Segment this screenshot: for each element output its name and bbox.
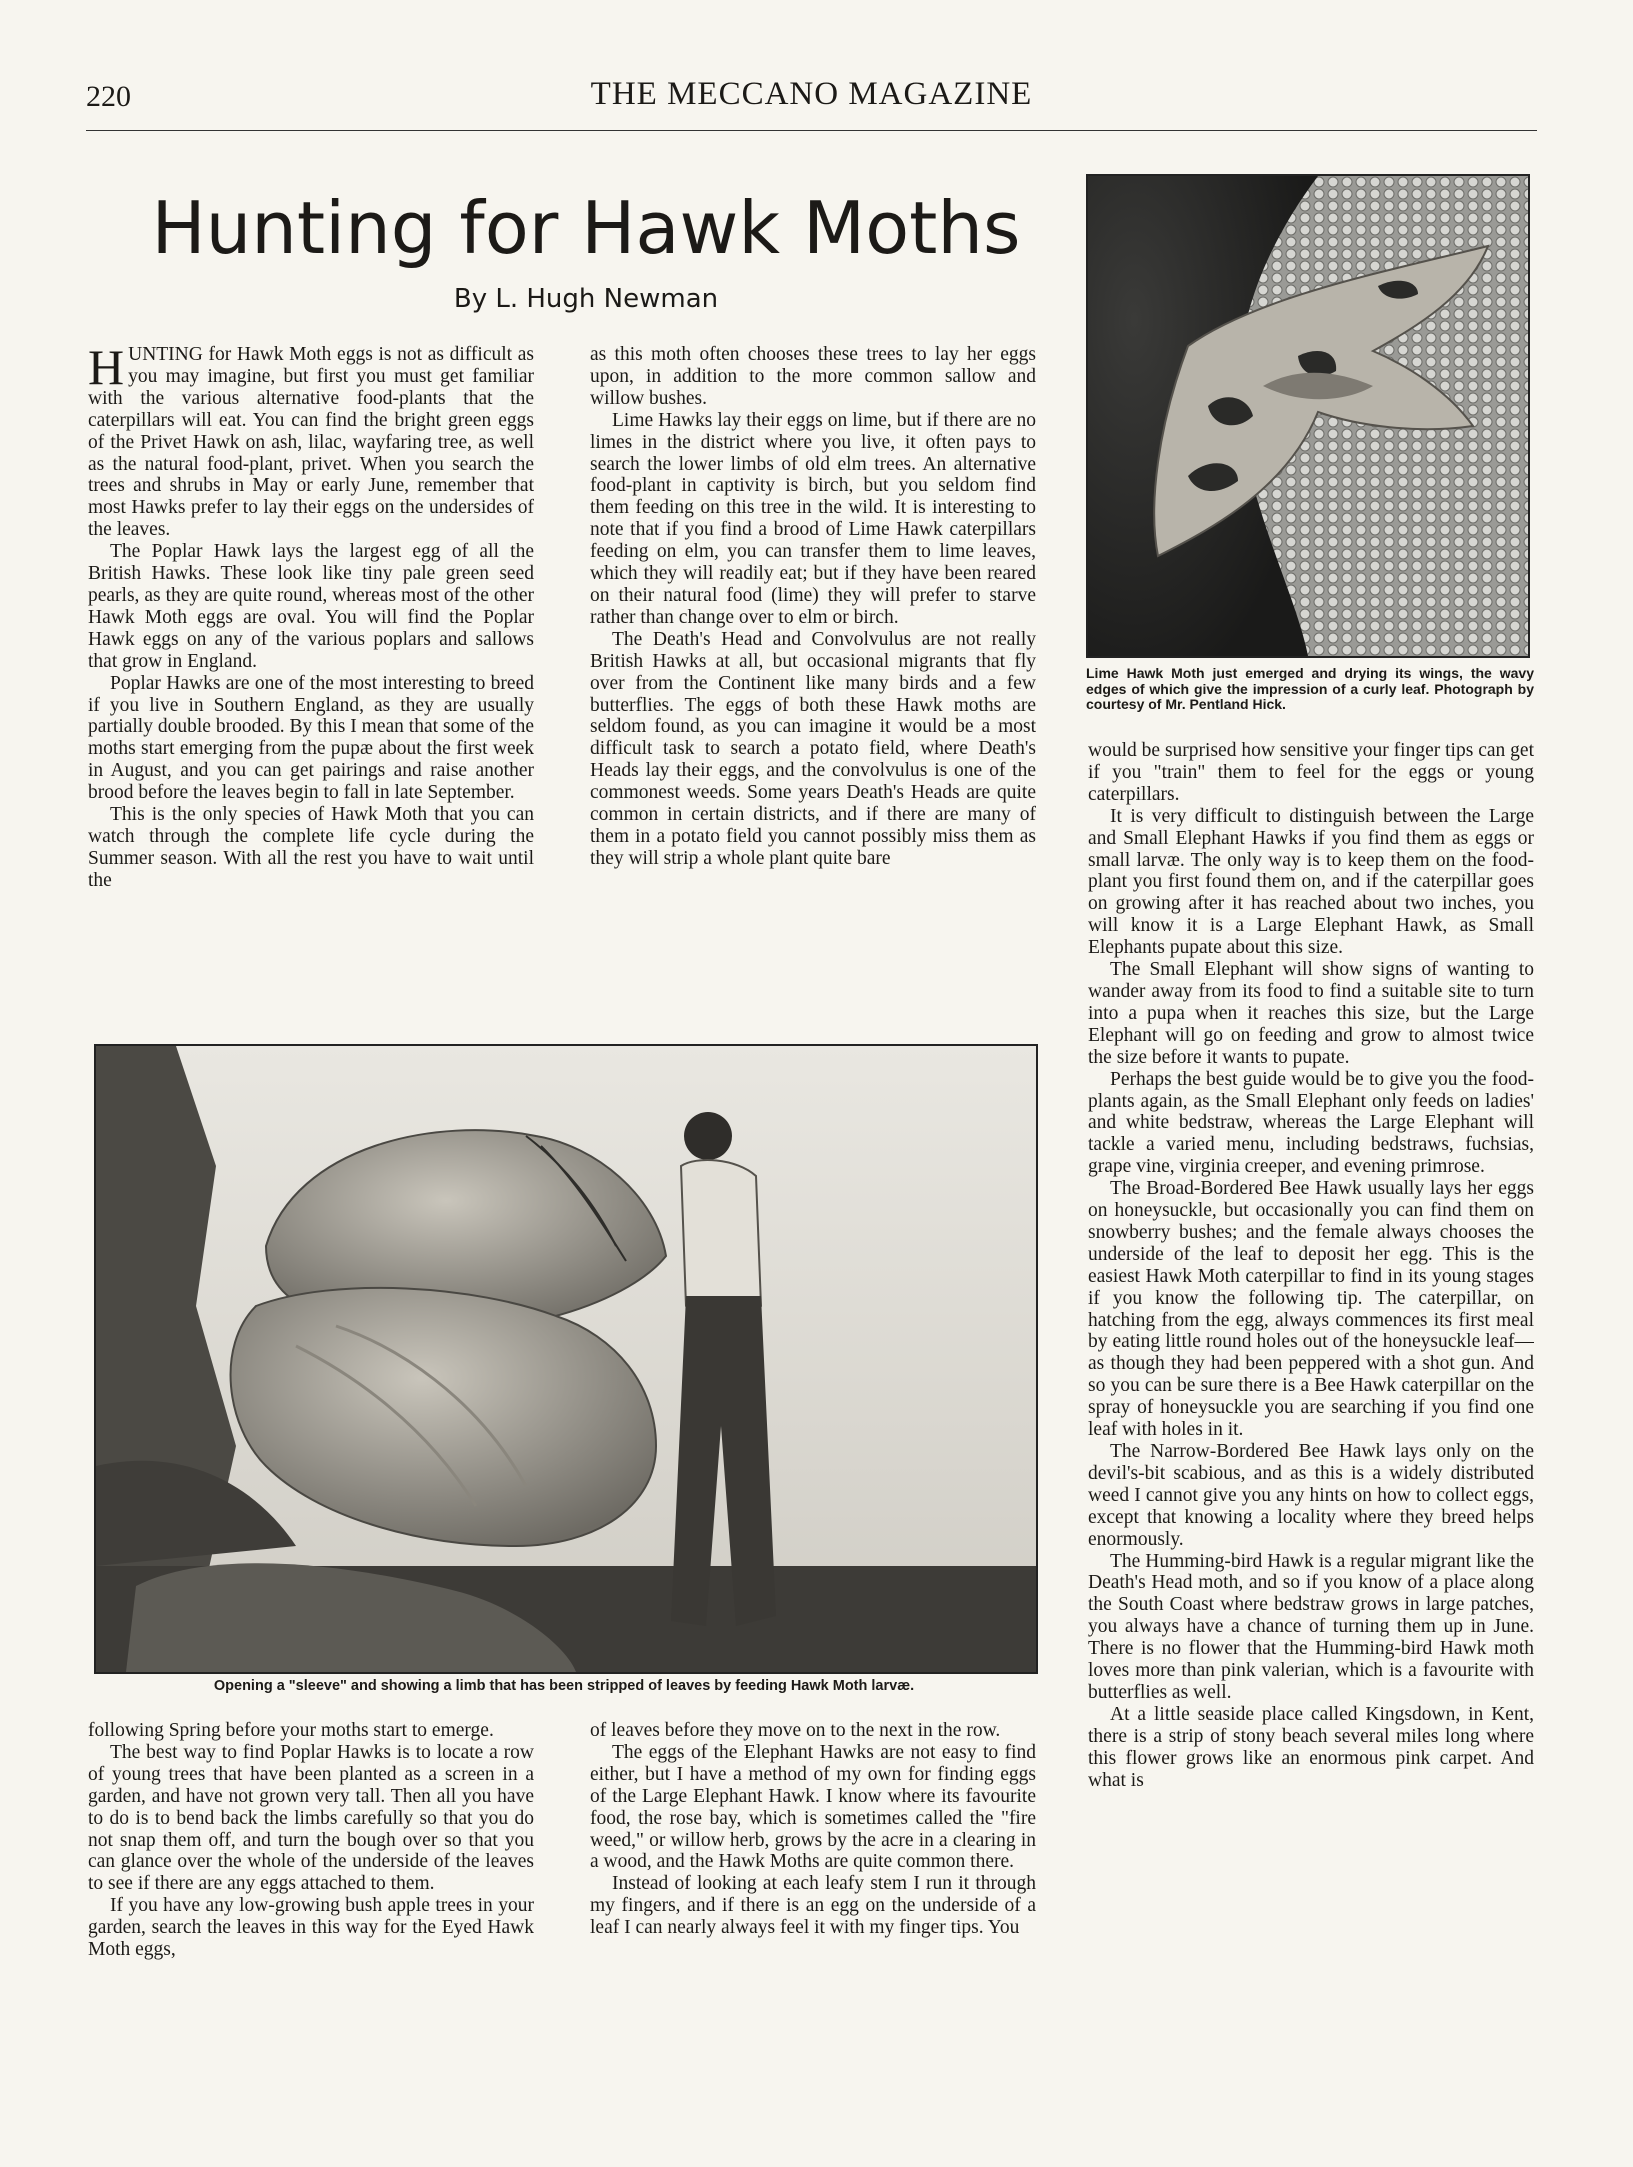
- paragraph: Perhaps the best guide would be to give you the food-plants again, as the Small Elephant only feeds on ladies' and white bedstraw, whereas the Large Elephant will tackle a varied menu, including bedstraws, fuchsias, grape vine, virginia creeper, and evening primrose.: [1088, 1068, 1534, 1178]
- paragraph: Poplar Hawks are one of the most interesting to breed if you live in Southern England, as they are usually partially double brooded. By this I mean that some of the moths start emerging from the pupæ about the first week in August, and you can get pairings and raise another brood before the leaves begin to fall in late September.: [88, 672, 534, 804]
- column-1-bottom: [88, 1720, 534, 2070]
- paragraph: The eggs of the Elephant Hawks are not easy to find either, but I have a method of my own for finding eggs of the Large Elephant Hawk. I know where its favourite food, the rose bay, which is sometimes called the "fire weed," or willow herb, grows by the acre in a clearing in a wood, and the Hawk Moths are quite common there.: [590, 1741, 1036, 1873]
- column-2-bottom: [590, 1720, 1036, 2070]
- paragraph-text: UNTING for Hawk Moth eggs is not as difficult as you may imagine, but first you must get familiar with the various alternative food-plants that the caterpillars will eat. You can find the bright green eggs of the Privet Hawk on ash, lilac, wayfaring tree, as well as the natural food-plant, privet. When you search the trees and shrubs in May or early June, remember that most Hawks prefer to lay their eggs on the undersides of the leaves.: [88, 344, 534, 541]
- article-title: Hunting for Hawk Moths: [151, 186, 1021, 270]
- moth-photo-image: [1088, 176, 1528, 656]
- paragraph: The Humming-bird Hawk is a regular migrant like the Death's Head moth, and so if you know of a place along the South Coast where bedstraw grows in large patches, you always have a chance of turning them up in June. There is no flower that the Humming-bird Hawk moth loves more than pink valerian, which is a favourite with butterflies as well.: [1088, 1550, 1534, 1703]
- paragraph: Instead of looking at each leafy stem I run it through my fingers, and if there is an egg on the underside of a leaf I can nearly always feel it with my finger tips. You: [590, 1873, 1036, 1939]
- paragraph: [88, 344, 534, 541]
- paragraph: The Small Elephant will show signs of wanting to wander away from its food to find a suitable site to turn into a pupa when it reaches this size, but the Large Elephant will go on feeding and grow to almost twice the size before it wants to pupate.: [1088, 959, 1534, 1068]
- paragraph: If you have any low-growing bush apple trees in your garden, search the leaves in this way for the Eyed Hawk Moth eggs,: [88, 1895, 534, 1961]
- moth-photo-caption: Lime Hawk Moth just emerged and drying its wings, the wavy edges of which give the impression of a curly leaf. Photograph by courtesy of Mr. Pentland Hick.: [1086, 665, 1534, 712]
- paragraph: The Poplar Hawk lays the largest egg of all the British Hawks. These look like tiny pale green seed pearls, as they are quite round, whereas most of the other Hawk Moth eggs are oval. You will find the Poplar Hawk eggs on any of the various poplars and sallows that grow in England.: [88, 541, 534, 672]
- paragraph: This is the only species of Hawk Moth that you can watch through the complete life cycle during the Summer season. With all the rest you have to wait until the: [88, 804, 534, 891]
- paragraph: The Broad-Bordered Bee Hawk usually lays her eggs on honeysuckle, but occasionally you can find them on snowberry bushes; and the female always chooses the underside of the leaf to deposit her egg. This is the easiest Hawk Moth caterpillar to find in its young stages if you know the following tip. The caterpillar, on hatching from the egg, always commences its first meal by eating little round holes out of the honeysuckle leaf—as though they had been peppered with a shot gun. And so you can be sure there is a Bee Hawk caterpillar on the spray of honeysuckle you are searching if you find one leaf with holes in it.: [1088, 1178, 1534, 1441]
- sleeve-photo-image: [96, 1046, 1036, 1672]
- paragraph: The Death's Head and Convolvulus are not really British Hawks at all, but occasional migrants that fly over from the Continent like many birds and a few butterflies. The eggs of both these Hawk moths are seldom found, as you can imagine it would be a most difficult task to search a potato field, where Death's Heads lay their eggs, and the convolvulus is one of the commonest weeds. Some years Death's Heads are quite common in certain districts, and if there are many of them in a potato field you cannot possibly miss them as they will strip a whole plant quite bare: [590, 628, 1036, 869]
- lime-hawk-moth-photo: [1086, 174, 1530, 658]
- column-2-top: [590, 344, 1036, 1020]
- paragraph: as this moth often chooses these trees to lay her eggs upon, in addition to the more common sallow and willow bushes.: [590, 344, 1036, 409]
- magazine-title: THE MECCANO MAGAZINE: [590, 76, 1033, 112]
- paragraph: At a little seaside place called Kingsdown, in Kent, there is a strip of stony beach several miles long where this flower grows like an enormous pink carpet. And what is: [1088, 1703, 1534, 1791]
- paragraph: It is very difficult to distinguish between the Large and Small Elephant Hawks if you find them as eggs or small larvæ. The only way is to keep them on the food-plant you first found them on, and if the caterpillar goes on growing after it has reached about two inches, you will know it is a Large Elephant Hawk, as Small Elephants pupate about this size.: [1088, 805, 1534, 959]
- page-number: 220: [86, 80, 131, 113]
- column-3: [1088, 740, 1534, 2070]
- article-byline: By L. Hugh Newman: [453, 284, 719, 314]
- paragraph: Lime Hawks lay their eggs on lime, but if there are no limes in the district where you live, it often pays to search the lower limbs of old elm trees. An alternative food-plant in captivity is birch, but you seldom find them feeding on this tree in the wild. It is interesting to note that if you find a brood of Lime Hawk caterpillars feeding on elm, you can transfer them to lime leaves, which they will readily eat; but if they have been reared on their natural food (lime) they will prefer to starve rather than change over to elm or birch.: [590, 409, 1036, 628]
- paragraph: would be surprised how sensitive your finger tips can get if you "train" them to feel for the eggs or young caterpillars.: [1088, 740, 1534, 805]
- column-1-top: [88, 344, 534, 1020]
- paragraph: of leaves before they move on to the next in the row.: [590, 1720, 1001, 1741]
- paragraph: following Spring before your moths start to emerge.: [88, 1720, 494, 1741]
- drop-cap: H: [88, 344, 125, 395]
- paragraph: The best way to find Poplar Hawks is to locate a row of young trees that have been planted as a screen in a garden, and have not grown very tall. Then all you have to do is to bend back the limbs carefully so that you do not snap them off, and turn the bough over so that you can glance over the whole of the underside of the leaves to see if there are any eggs attached to them.: [88, 1741, 534, 1895]
- paragraph: The Narrow-Bordered Bee Hawk lays only on the devil's-bit scabious, and as this is a widely distributed weed I cannot give you any hints on how to collect eggs, except that knowing a locality where they breed helps enormously.: [1088, 1441, 1534, 1550]
- page-header: [86, 76, 1537, 131]
- sleeve-photo: [94, 1044, 1038, 1674]
- sleeve-photo-caption: Opening a "sleeve" and showing a limb that has been stripped of leaves by feeding Hawk Moth larvæ.: [213, 1678, 915, 1694]
